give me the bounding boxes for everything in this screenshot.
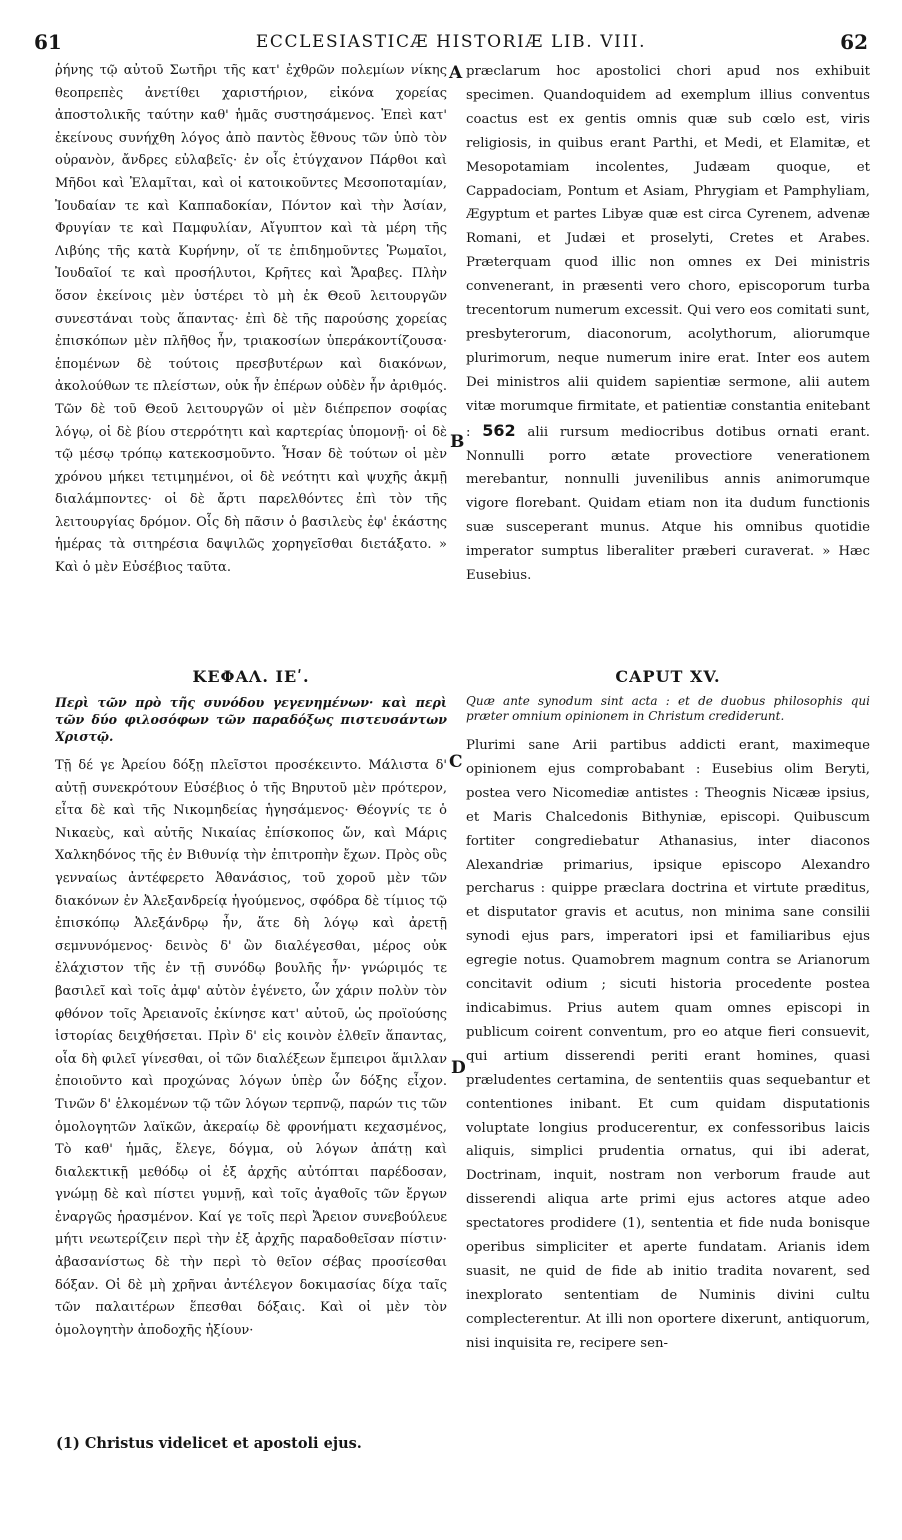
page-header [34,30,868,60]
latin-paragraph [466,60,870,588]
marginal-page-number: 562 [482,420,516,440]
margin-letter-c: C [449,752,463,772]
margin-letter-a: A [449,63,463,83]
latin-text-a: præclarum hoc apostolici chori apud nos exhibuit specimen. Quandoquidem ad exemplum illius conventus coactus est ex gentis omnis quæ sub cœlo est, viris religiosis, in quibus erant Parthi, et Medi, et Elamitæ, et Mesopotamiam incolentes, Judæam quoque, et Cappadociam, Pontum et Asiam, Phrygiam et Pamphyliam, Ægyptum et partes Libyæ quæ est circa Cyrenem, advenæ Romani, et Judæi et proselyti, Cretes et Arabes. Præterquam quod illic non omnes ex Dei ministris convenerant, in præsenti vero choro, episcoporum turba trecentorum numerum excessit. Qui vero eos comitati sunt, presbyterorum, diaconorum, acolythorum, aliorumque plurimorum, neque numerum inire erat. Inter eos autem Dei ministros alii quidem sapientiæ sermone, alii autem vitæ morumque firmitate, et patientiæ constantia enitebant : [466,64,870,440]
latin-chapter-heading: CAPUT XV. [615,667,721,686]
latin-chapter-body: Plurimi sane Arii partibus addicti erant, maximeque opinionem ejus comprobabant : Eusebius olim Beryti, postea vero Nicomediæ antistes : Theognis Nicææ ipsius, et Maris Chalcedonis Bithyniæ, episcopi. Quibuscum fortiter congrediebatur Athanasius, inter diaconos Alexandriæ primarius, ipsique episcopo Alexandro percharus : quippe præclara doctrina et virtute præditus, et disputator gravis et acutus, non minima sane consilii synodi ejus pars, imperatori ipsi et familiaribus ejus egregie notus. Quamobrem magnum contra se Arianorum concitavit odium ; sicuti historia procedente postea indicabimus. Prius autem quam omnes episcopi in publicum coirent conventum, pro eo atque fieri consuevit, qui artium disserendi periti erant homines, quasi præludentes certamina, de sententiis quas sequebantur et contentiones inibant. Et cum quidam disputationis voluptate longius producerentur, ex confessoribus laicis aliquis, simplici prudentia ornatus, qui ibi aderat, Doctrinam, inquit, nostram non verborum fraude aut disserendi aliqua arte primi ejus actores atque adeo spectatores prodidere (1), sententia et fide nuda bonisque operibus simpliciter et aperte fundatam. Arianis idem suasit, ne quid de fide ab initio tradita novarent, sed inexplorato sententiam de Numinis divini cultu complecterentur. At illi non oportere dixerunt, antiquorum, nisi inquisita re, recipere sen- [466,738,870,1351]
margin-letter-b: B [450,432,465,452]
latin-chapter-summary: Quæ ante synodum sint acta : et de duobus philosophis qui præter omnium opinionem in Christum crediderunt. [466,694,870,723]
greek-paragraph: ῥήνης τῷ αὐτοῦ Σωτῆρι τῆς κατ' ἐχθρῶν πολεμίων νίκης θεοπρεπὲς ἀνετίθει χαριστήριον, εἰκόνα χορείας ἀποστολικῆς ταύτην καθ' ἡμᾶς συστησάμενος. Ἐπεὶ κατ' ἐκείνους συνήχθη λόγος ἀπὸ παντὸς ἔθνους τῶν ὑπὸ τὸν οὐρανὸν, ἄνδρες εὐλαβεῖς· ἐν οἷς ἐτύγχανον Πάρθοι καὶ Μῆδοι καὶ Ἐλαμῖται, καὶ οἱ κατοικοῦντες Μεσοποταμίαν, Ἰουδαίαν τε καὶ Καππαδοκίαν, Πόντον καὶ τὴν Ἀσίαν, Φρυγίαν τε καὶ Παμφυλίαν, Αἴγυπτον καὶ τὰ μέρη τῆς Λιβύης τῆς κατὰ Κυρήνην, οἵ τε ἐπιδημοῦντες Ῥωμαῖοι, Ἰουδαῖοί τε καὶ προσήλυτοι, Κρῆτες καὶ Ἄραβες. Πλὴν ὅσον ἐκείνοις μὲν ὑστέρει τὸ μὴ ἐκ Θεοῦ λειτουργῶν συνεστάναι τοὺς ἅπαντας· ἐπὶ δὲ τῆς παρούσης χορείας ἐπισκόπων μὲν πλῆθος ἦν, τριακοσίων ὑπεράκοντίζουσα· ἑπομένων δὲ τούτοις πρεσβυτέρων καὶ διακόνων, ἀκολούθων τε πλείστων, οὐκ ἦν ἐπέρων οὐδὲν ἦν ἀριθμός. Τῶν δὲ τοῦ Θεοῦ λειτουργῶν οἱ μὲν διέπρεπον σοφίας λόγῳ, οἱ δὲ βίου στερρότητι καὶ καρτερίας ὑπομονῇ· οἱ δὲ τῷ μέσῳ τρόπῳ κατεκοσμοῦντο. Ἦσαν δὲ τούτων οἱ μὲν χρόνου μήκει τετιμημένοι, οἱ δὲ νεότητι καὶ ψυχῆς ἀκμῇ διαλάμποντες· οἱ δὲ ἄρτι παρελθόντες ἐπὶ τὸν τῆς λειτουργίας δρόμον. Οἷς δὴ πᾶσιν ὁ βασιλεὺς ἐφ' ἑκάστης ἡμέρας τὰ σιτηρέσια δαψιλῶς χορηγεῖσθαι διετάξατο. » Καὶ ὁ μὲν Εὐσέβιος ταῦτα. [55,63,447,576]
latin-text-b: alii rursum mediocribus dotibus ornati erant. Nonnulli porro ætate provectiore venerationem merebantur, nonnulli juvenilibus annis animorumque vigore florebant. Quidam etiam non ita dudum functionis suæ susceperant munus. Atque his omnibus quotidie imperator sumptus liberaliter præberi curaverat. » Hæc Eusebius. [466,424,870,584]
greek-chapter-body: Τῇ δέ γε Ἀρείου δόξῃ πλεῖστοι προσέκειντο. Μάλιστα δ' αὐτῇ συνεκρότουν Εὐσέβιος ὁ τῆς Βηρυτοῦ μὲν πρότερον, εἶτα δὲ καὶ τῆς Νικομηδείας ἡγησάμενος· Θέογνίς τε ὁ Νικαεὺς, καὶ αὐτῆς Νικαίας ἐπίσκοπος ὤν, καὶ Μάρις Χαλκηδόνος τῆς ἐν Βιθυνίᾳ τὴν ἐπιτροπὴν ἔχων. Πρὸς οὓς γενναίως ἀντέφερετο Ἀθανάσιος, τοῦ χοροῦ μὲν τῶν διακόνων ἐν Ἀλεξανδρείᾳ ἡγούμενος, σφόδρα δὲ τίμιος τῷ ἐπισκόπῳ Ἀλεξάνδρῳ ἦν, ἅτε δὴ λόγῳ καὶ ἀρετῇ σεμνυνόμενος· δεινὸς δ' ὢν διαλέγεσθαι, μέρος οὐκ ἐλάχιστον τῆς ἐν τῇ συνόδῳ βουλῆς ἦν· γνώριμός τε βασιλεῖ καὶ τοῖς ἀμφ' αὐτὸν ἐγένετο, ὧν χάριν πολὺν τὸν φθόνον τοῖς Ἀρειανοῖς ἐκίνησε κατ' αὐτοῦ, ὡς προϊούσης ἱστορίας δειχθήσεται. Πρὶν δ' εἰς κοινὸν ἐλθεῖν ἅπαντας, οἷα δὴ φιλεῖ γίνεσθαι, οἱ τῶν διαλέξεων ἔμπειροι ἅμιλλαν ἐποιοῦντο καὶ προχώνας λόγων ὑπὲρ ὧν δόξης εἶχον. Τινῶν δ' ἑλκομένων τῷ τῶν λόγων τερπνῷ, παρών τις τῶν ὁμολογητῶν λαϊκῶν, ἀκεραίῳ δὲ φρονήματι κεχασμένος, Τὸ καθ' ἡμᾶς, ἔλεγε, δόγμα, οὐ λόγων ἀπάτῃ καὶ διαλεκτικῇ μεθόδῳ οἱ ἐξ ἀρχῆς αὐτόπται παρέδοσαν, γνώμῃ δὲ καὶ πίστει γυμνῇ, καὶ τοῖς ἀγαθοῖς τῶν ἔργων ἐναργῶς ἡρασμένον. Καί γε τοῖς περὶ Ἄρειον συνεβούλευε μήτι νεωτερίζειν περὶ τὴν ἐξ ἀρχῆς παραδοθεῖσαν πίστιν· ἀβασανίστως δὲ τὴν περὶ τὸ θεῖον σέβας προσίεσθαι δόξαν. Οἱ δὲ μὴ χρῆναι ἀντέλεγον δοκιμασίας δίχα ταῖς τῶν παλαιτέρων ἕπεσθαι δόξαις. Καὶ οἱ μὲν τὸν ὁμολογητὴν ἀποδοχῆς ἠξίουν· [55,758,447,1338]
greek-column-chapter [55,666,447,1418]
running-title: ECCLESIASTICÆ HISTORIÆ LIB. VIII. [255,32,647,52]
greek-column-top [55,60,447,648]
page-number-left: 61 [34,30,62,54]
greek-chapter-summary: Περὶ τῶν πρὸ τῆς συνόδου γεγενημένων· καὶ περὶ τῶν δύο φιλοσόφων τῶν παραδόξως πιστευσάντων Χριστῷ. [55,695,447,744]
page-number-right: 62 [840,30,868,54]
latin-column-top [466,60,870,640]
footnote: (1) Christus videlicet et apostoli ejus. [56,1435,362,1452]
latin-column-chapter [466,666,870,1418]
greek-chapter-heading: ΚΕΦΑΛ. ΙΕʹ. [192,667,310,686]
margin-letter-d: D [451,1058,466,1078]
